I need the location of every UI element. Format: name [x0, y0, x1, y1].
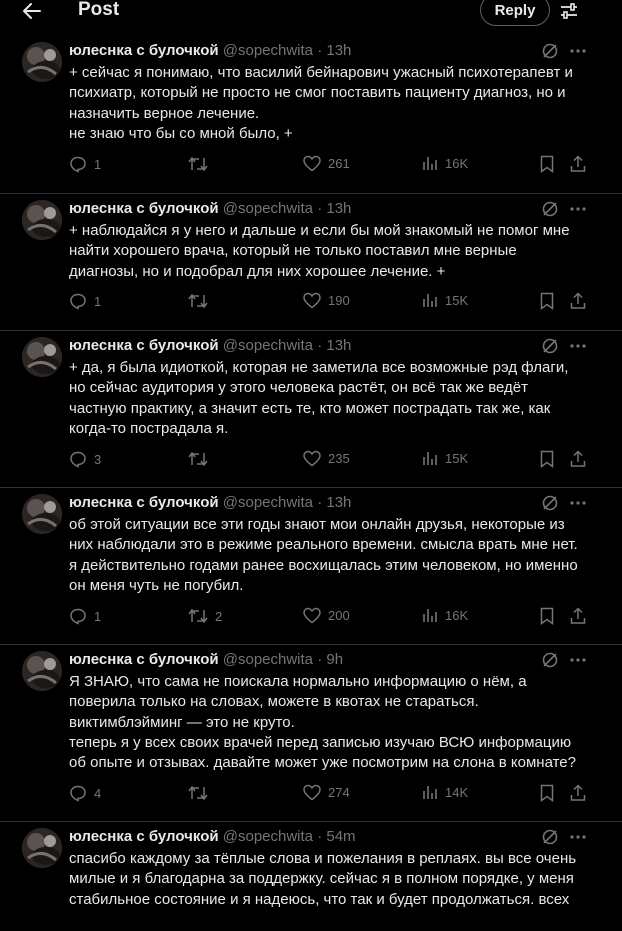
bookmark-action[interactable]: [540, 784, 554, 802]
action-bar: [69, 450, 589, 470]
reply-icon: [69, 784, 87, 802]
more-icon[interactable]: [569, 49, 587, 53]
tweet-text: + да, я была идиоткой, которая не заметила все возможные рэд флаги, но сейчас аудитория у этого человека растёт, он всё так же ведёт частную практику, а значит есть те, кто может пострадать так же, как когда-то пострадала я.: [69, 359, 569, 437]
handle[interactable]: @sopechwita: [222, 494, 314, 511]
display-name[interactable]: юлеснка с булочкой: [69, 42, 219, 59]
view-count: 15K: [445, 292, 469, 308]
top-bar: [0, 0, 622, 24]
share-action[interactable]: [570, 607, 586, 625]
repost-action[interactable]: [188, 292, 215, 310]
like-count: 261: [328, 156, 350, 171]
more-icon[interactable]: [569, 207, 587, 211]
reply-action[interactable]: [69, 450, 101, 468]
repost-icon: [188, 450, 208, 468]
bookmark-action[interactable]: [540, 607, 554, 625]
repost-icon: [188, 155, 208, 173]
tweet-text: + сейчас я понимаю, что василий бейнарович ужасный психотерапевт и психиатр, который не просто не смог поставить пациенту диагноз, но и назначить верное лечение. не знаю что бы со мной было, +: [69, 64, 573, 142]
display-name[interactable]: юлеснка с булочкой: [69, 337, 219, 354]
reply-action[interactable]: [69, 784, 101, 802]
like-count: 190: [328, 293, 350, 308]
views-icon: [422, 784, 438, 800]
bookmark-icon: [540, 450, 554, 468]
views-action[interactable]: [422, 607, 468, 623]
reply-icon: [69, 607, 87, 625]
heart-icon: [303, 607, 321, 624]
grok-icon[interactable]: [541, 651, 559, 669]
grok-icon[interactable]: [541, 828, 559, 846]
views-icon: [422, 292, 438, 308]
display-name[interactable]: юлеснка с булочкой: [69, 494, 219, 511]
views-action[interactable]: [422, 784, 468, 800]
view-count: 14K: [445, 784, 469, 800]
heart-icon: [303, 450, 321, 467]
reply-count: 3: [94, 451, 102, 467]
more-icon[interactable]: [569, 658, 587, 662]
more-icon[interactable]: [569, 501, 587, 505]
tweet[interactable]: [0, 488, 622, 645]
share-action[interactable]: [570, 155, 586, 173]
separator: ·: [317, 828, 323, 845]
tweet[interactable]: [0, 194, 622, 331]
views-icon: [422, 450, 438, 466]
bookmark-icon: [540, 607, 554, 625]
avatar[interactable]: [22, 651, 62, 691]
like-action[interactable]: [303, 292, 350, 309]
avatar[interactable]: [22, 42, 62, 82]
bookmark-action[interactable]: [540, 450, 554, 468]
separator: ·: [317, 494, 323, 511]
grok-icon[interactable]: [541, 42, 559, 60]
tweet-text: Я ЗНАЮ, что сама не поискала нормально информацию о нём, а поверила только на словах, можете в квотах не стараться. виктимблэйминг — это не круто. теперь я у всех своих врачей перед записью изучаю ВСЮ информацию об опыте и отзывах. давайте может уже посмотрим на слона в комнате?: [69, 673, 576, 772]
views-icon: [422, 155, 438, 171]
avatar[interactable]: [22, 200, 62, 240]
reply-icon: [69, 155, 87, 173]
avatar[interactable]: [22, 337, 62, 377]
display-name[interactable]: юлеснка с булочкой: [69, 651, 219, 668]
handle[interactable]: @sopechwita: [222, 651, 314, 668]
grok-icon[interactable]: [541, 494, 559, 512]
separator: ·: [317, 200, 323, 217]
like-action[interactable]: [303, 155, 350, 172]
reply-count: 1: [94, 293, 102, 309]
share-icon: [570, 292, 586, 310]
reply-count: 1: [94, 608, 102, 624]
arrow-left-icon: [23, 3, 41, 19]
sliders-icon: [560, 3, 578, 19]
more-icon[interactable]: [569, 344, 587, 348]
reply-action[interactable]: [69, 292, 101, 310]
tweet[interactable]: [0, 36, 622, 194]
action-bar: [69, 607, 589, 627]
like-count: 274: [328, 785, 350, 800]
views-action[interactable]: [422, 450, 468, 466]
tweet[interactable]: [0, 822, 622, 931]
bookmark-icon: [540, 155, 554, 173]
view-count: 16K: [445, 155, 469, 171]
views-action[interactable]: [422, 155, 468, 171]
reply-count: 4: [94, 785, 102, 801]
bookmark-icon: [540, 292, 554, 310]
page-title: Post: [78, 0, 120, 20]
timestamp[interactable]: 13h: [326, 42, 352, 59]
tweet-header: [69, 651, 343, 669]
separator: ·: [317, 42, 323, 59]
repost-icon: [188, 292, 208, 310]
timestamp[interactable]: 13h: [326, 337, 352, 354]
timestamp[interactable]: 9h: [326, 651, 344, 668]
tweet-header: [69, 828, 356, 846]
action-bar: [69, 292, 589, 312]
handle[interactable]: @sopechwita: [222, 337, 314, 354]
tweet-header: [69, 42, 351, 60]
tweet-text: об этой ситуации все эти годы знают мои онлайн друзья, некоторые из них наблюдали это в режиме реального времени. смысла врать мне нет. я действительно годами ранее восхищалась этим человеком, но именно он меня чуть не погубил.: [69, 516, 578, 594]
repost-icon: [188, 607, 208, 625]
tweet-header: [69, 200, 351, 218]
reply-icon: [69, 450, 87, 468]
reply-count: 1: [94, 156, 102, 172]
like-action[interactable]: [303, 784, 350, 801]
tweet[interactable]: [0, 645, 622, 822]
tweet-header: [69, 337, 351, 355]
grok-icon[interactable]: [541, 337, 559, 355]
tweet-text: спасибо каждому за тёплые слова и пожелания в реплаях. вы все очень милые и я благодарна за поддержку. сейчас я в полном порядке, у меня стабильное состояние и я надеюсь, что так и будет продолжаться. всех: [69, 850, 577, 908]
repost-icon: [188, 784, 208, 802]
share-action[interactable]: [570, 784, 586, 802]
tweet-header: [69, 494, 351, 512]
like-action[interactable]: [303, 450, 350, 467]
timestamp[interactable]: 13h: [326, 494, 352, 511]
avatar[interactable]: [22, 494, 62, 534]
tweet[interactable]: [0, 331, 622, 488]
views-icon: [422, 607, 438, 623]
view-count: 15K: [445, 450, 469, 466]
view-count: 16K: [445, 607, 469, 623]
repost-action[interactable]: [188, 450, 215, 468]
heart-icon: [303, 784, 321, 801]
like-count: 200: [328, 608, 350, 623]
reply-icon: [69, 292, 87, 310]
display-name[interactable]: юлеснка с булочкой: [69, 828, 219, 845]
avatar[interactable]: [22, 828, 62, 868]
like-count: 235: [328, 451, 350, 466]
bookmark-action[interactable]: [540, 155, 554, 173]
share-icon: [570, 784, 586, 802]
handle[interactable]: @sopechwita: [222, 200, 314, 217]
bookmark-action[interactable]: [540, 292, 554, 310]
separator: ·: [317, 337, 323, 354]
display-name[interactable]: юлеснка с булочкой: [69, 200, 219, 217]
reply-button[interactable]: Reply: [480, 0, 550, 26]
repost-count: 2: [215, 608, 223, 624]
action-bar: [69, 784, 589, 804]
repost-action[interactable]: [188, 784, 215, 802]
share-icon: [570, 607, 586, 625]
timestamp[interactable]: 13h: [326, 200, 352, 217]
reply-action[interactable]: [69, 607, 101, 625]
bookmark-icon: [540, 784, 554, 802]
share-action[interactable]: [570, 292, 586, 310]
repost-action[interactable]: [188, 155, 215, 173]
reply-action[interactable]: [69, 155, 101, 173]
back-button[interactable]: [22, 0, 42, 22]
timestamp[interactable]: 54m: [326, 828, 356, 845]
handle[interactable]: @sopechwita: [222, 828, 314, 845]
heart-icon: [303, 155, 321, 172]
like-action[interactable]: [303, 607, 350, 624]
handle[interactable]: @sopechwita: [222, 42, 314, 59]
repost-action[interactable]: [188, 607, 222, 625]
action-bar: [69, 155, 589, 175]
separator: ·: [317, 651, 323, 668]
filter-button[interactable]: [558, 0, 580, 22]
views-action[interactable]: [422, 292, 468, 308]
share-action[interactable]: [570, 450, 586, 468]
more-icon[interactable]: [569, 835, 587, 839]
tweet-text: + наблюдайся я у него и дальше и если бы мой знакомый не помог мне найти хорошего врача, который не только поставил мне верные диагнозы, но и подобрал для них хорошее лечение. +: [69, 222, 570, 280]
share-icon: [570, 155, 586, 173]
heart-icon: [303, 292, 321, 309]
grok-icon[interactable]: [541, 200, 559, 218]
share-icon: [570, 450, 586, 468]
